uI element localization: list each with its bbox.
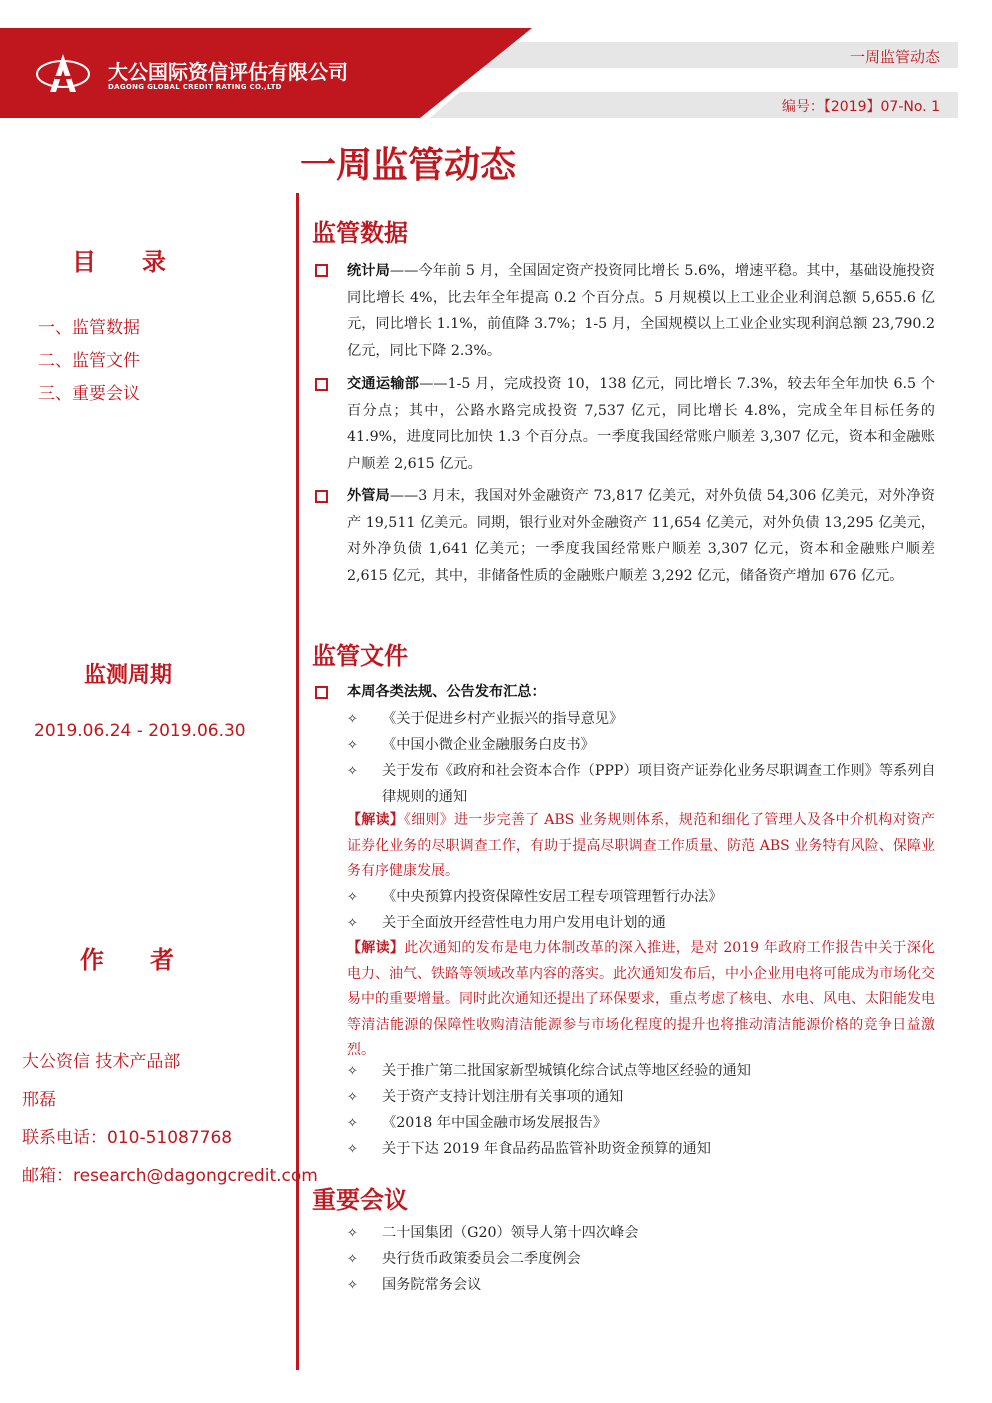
diamond-bullet-icon: ✧: [347, 1064, 358, 1079]
data-item-safe: [347, 483, 935, 589]
author-phone: 联系电话：010-51087768: [22, 1128, 233, 1148]
author-email[interactable]: 邮箱：research@dagongcredit.com: [22, 1166, 318, 1186]
diamond-bullet-icon: ✧: [347, 738, 358, 753]
diamond-bullet-icon: ✧: [347, 1116, 358, 1131]
item-text: ——3 月末，我国对外金融资产 73,817 亿美元，对外负债 54,306 亿美元，对外净资产 19,511 亿美元。同期，银行业对外金融资产 11,654 亿美元，对外负债 13,295 亿美元，对外净负债 1,641 亿美元；一季度我国经常账户顺差 3,307 亿元，资本和金融账户顺差 2,615 亿元，其中，非储备性质的金融账户顺差 3,292 亿元，储备资产增加 676 亿元。: [347, 488, 935, 584]
note-text: 此次通知的发布是电力体制改革的深入推进，是对 2019 年政府工作报告中关于深化电力、油气、铁路等领域改革内容的落实。此次通知发布后，中小企业用电将可能成为市场化交易中的重要增量。同时此次通知还提出了环保要求，重点考虑了核电、水电、风电、太阳能发电等清洁能源的保障性收购清洁能源参与市场化程度的提升也将推动清洁能源价格的竞争日益激烈。: [347, 940, 936, 1059]
diamond-bullet-icon: ✧: [347, 890, 358, 905]
period-title: 监测周期: [84, 663, 173, 688]
doc-item[interactable]: 《2018 年中国金融市场发展报告》: [382, 1115, 608, 1131]
toc-item-2[interactable]: 二、监管文件: [38, 351, 140, 371]
author-name: 邢磊: [22, 1090, 56, 1110]
meeting-item[interactable]: 国务院常务会议: [382, 1277, 482, 1293]
company-name-cn: 大公国际资信评估有限公司: [108, 60, 348, 84]
doc-item[interactable]: 关于发布《政府和社会资本合作（PPP）项目资产证券化业务尽职调查工作则》等系列自律规则的通知: [382, 763, 936, 805]
item-text: ——1-5 月，完成投资 10，138 亿元，同比增长 7.3%，较去年全年加快 6.5 个百分点；其中，公路水路完成投资 7,537 亿元，同比增长 4.8%，完成全年目标任务的 41.9%，进度同比加快 1.3 个百分点。一季度我国经常账户顺差 3,307 亿元，资本和金融账户顺差 2,615 亿元。: [347, 376, 935, 472]
item-text: ——今年前 5 月，全国固定资产投资同比增长 5.6%，增速平稳。其中，基础设施投资同比增长 4%，比去年全年提高 0.2 个百分点。5 月规模以上工业企业利润总额 5,655.6 亿元，同比增长 1.1%，前值降 3.7%；1-5 月，全国规模以上工业企业实现利润总额 23,790.2 亿元，同比下降 2.3%。: [347, 263, 935, 359]
meeting-item[interactable]: 二十国集团（G20）领导人第十四次峰会: [382, 1225, 639, 1241]
note-text: 《细则》进一步完善了 ABS 业务规则体系，规范和细化了管理人及各中介机构对资产证券化业务的尽职调查工作，有助于提高尽职调查工作质量、防范 ABS 业务特有风险、保障业务有序健康发展。: [347, 812, 936, 880]
diamond-bullet-icon: ✧: [347, 1226, 358, 1241]
interpretation-note: [347, 808, 935, 885]
page-title: 一周监管动态: [300, 145, 517, 186]
doc-item[interactable]: 关于推广第二批国家新型城镇化综合试点等地区经验的通知: [382, 1063, 751, 1079]
diamond-bullet-icon: ✧: [347, 764, 358, 779]
data-item-transport: [347, 371, 935, 477]
diamond-bullet-icon: ✧: [347, 712, 358, 727]
period-range: 2019.06.24 - 2019.06.30: [34, 721, 246, 741]
item-label: 统计局: [347, 263, 390, 279]
toc-title: 目录: [72, 248, 212, 276]
diamond-bullet-icon: ✧: [347, 1278, 358, 1293]
item-label: 交通运输部: [347, 376, 420, 392]
section-title-meetings: 重要会议: [312, 1186, 408, 1214]
doc-item[interactable]: 《中国小微企业金融服务白皮书》: [382, 737, 595, 753]
data-item-stats-bureau: [347, 258, 935, 364]
section-title-documents: 监管文件: [312, 642, 408, 670]
square-bullet-icon: [315, 264, 328, 277]
doc-item[interactable]: 关于资产支持计划注册有关事项的通知: [382, 1089, 624, 1105]
column-divider: [296, 193, 299, 1370]
square-bullet-icon: [315, 686, 328, 699]
note-label: 【解读】: [347, 812, 405, 828]
note-label: 【解读】: [347, 940, 405, 956]
square-bullet-icon: [315, 378, 328, 391]
author-dept: 大公资信 技术产品部: [22, 1052, 181, 1072]
meeting-item[interactable]: 央行货币政策委员会二季度例会: [382, 1251, 581, 1267]
item-label: 外管局: [347, 488, 390, 504]
toc-item-1[interactable]: 一、监管数据: [38, 318, 140, 338]
author-title: 作者: [80, 946, 220, 974]
diamond-bullet-icon: ✧: [347, 916, 358, 931]
diamond-bullet-icon: ✧: [347, 1090, 358, 1105]
doc-item[interactable]: 《中央预算内投资保障性安居工程专项管理暂行办法》: [382, 889, 723, 905]
diamond-bullet-icon: ✧: [347, 1252, 358, 1267]
doc-item[interactable]: 《关于促进乡村产业振兴的指导意见》: [382, 711, 624, 727]
report-code: 编号：【2019】07-No. 1: [781, 99, 940, 115]
documents-subhead: 本周各类法规、公告发布汇总：: [347, 684, 546, 700]
header-report-title: 一周监管动态: [849, 48, 940, 66]
doc-item[interactable]: 关于下达 2019 年食品药品监管补助资金预算的通知: [382, 1141, 711, 1157]
company-name-en: DAGONG GLOBAL CREDIT RATING CO.,LTD: [108, 83, 282, 91]
doc-item[interactable]: 关于全面放开经营性电力用户发用电计划的通: [382, 915, 666, 931]
interpretation-note: [347, 936, 935, 1064]
diamond-bullet-icon: ✧: [347, 1142, 358, 1157]
toc-item-3[interactable]: 三、重要会议: [38, 384, 140, 404]
section-title-data: 监管数据: [312, 219, 408, 247]
square-bullet-icon: [315, 490, 328, 503]
